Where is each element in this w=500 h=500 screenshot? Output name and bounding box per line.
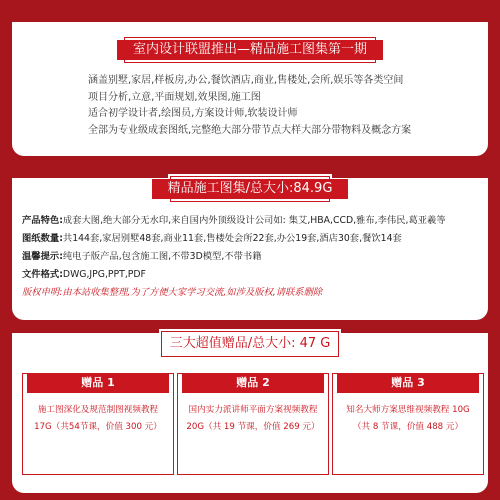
gift-line: 施工图深化及规范制图视频教程 <box>37 405 159 415</box>
gift-body <box>180 402 326 436</box>
spec-row <box>22 266 484 284</box>
gift-header: 赠品 2 <box>182 373 324 393</box>
spec-text: DWG,JPG,PPT,PDF <box>62 269 146 280</box>
intro-line: 适合初学设计者,绘图员,方案设计师,软装设计师 <box>88 108 298 119</box>
gift-body <box>335 402 481 436</box>
spec-text: 成套大图,绝大部分无水印,来自国内外顶级设计公司如: 集艾,HBA,CCD,雅布,李伟民,葛亚羲等 <box>62 215 446 226</box>
section1-title: 室内设计联盟推出—精品施工图集第一期 <box>117 40 383 60</box>
intro-line: 涵盖别墅,家居,样板房,办公,餐饮酒店,商业,售楼处,会所,娱乐等各类空间 <box>88 75 404 86</box>
spec-label: 文件格式: <box>22 269 63 280</box>
specs-list <box>22 212 484 302</box>
gift-line: 20G（共 19 节课，价值 269 元） <box>186 422 320 432</box>
spec-label: 产品特色: <box>22 215 63 226</box>
spec-text: 共144套,家居别墅48套,商业11套,售楼处会所22套,办公19套,酒店30套,餐饮14套 <box>62 233 402 244</box>
gift-card-2 <box>177 373 329 475</box>
gift-line: 知名大师方案思维视频教程 10G <box>346 405 470 415</box>
gift-card-3 <box>332 373 484 475</box>
section2-banner <box>167 176 333 202</box>
gift-line: 17G（共54节课，价值 300 元） <box>34 422 162 432</box>
spec-row <box>22 230 484 248</box>
copyright-note: 版权申明:由本站收集整理,为了方便大家学习交流,如涉及版权,请联系删除 <box>22 287 323 298</box>
intro-line: 全部为专业级成套图纸,完整绝大部分带节点大样大部分带物料及概念方案 <box>88 124 412 136</box>
gift-card-1 <box>22 373 174 475</box>
gift-line: （共 8 节课，价值 488 元） <box>352 422 464 432</box>
intro-list <box>88 73 468 139</box>
section1-banner <box>124 37 376 63</box>
intro-line: 项目分析,立意,平面规划,效果图,施工图 <box>88 91 261 103</box>
spec-text: 纯电子版产品,包含施工图,不带3D模型,不带书籍 <box>62 251 262 262</box>
gift-header: 赠品 1 <box>27 373 169 393</box>
section3-banner <box>161 331 339 357</box>
spec-row <box>22 248 484 266</box>
spec-label: 图纸数量: <box>22 233 63 244</box>
gift-header: 赠品 3 <box>337 373 479 393</box>
gift-line: 国内实力派讲师平面方案视频教程 <box>188 405 318 415</box>
spec-label: 温馨提示: <box>22 251 63 262</box>
section3-title: 三大超值赠品/总大小: 47 G <box>169 336 331 351</box>
section2-title: 精品施工图集/总大小:84.9G <box>152 179 349 199</box>
gift-body <box>25 402 171 436</box>
spec-row <box>22 212 484 230</box>
